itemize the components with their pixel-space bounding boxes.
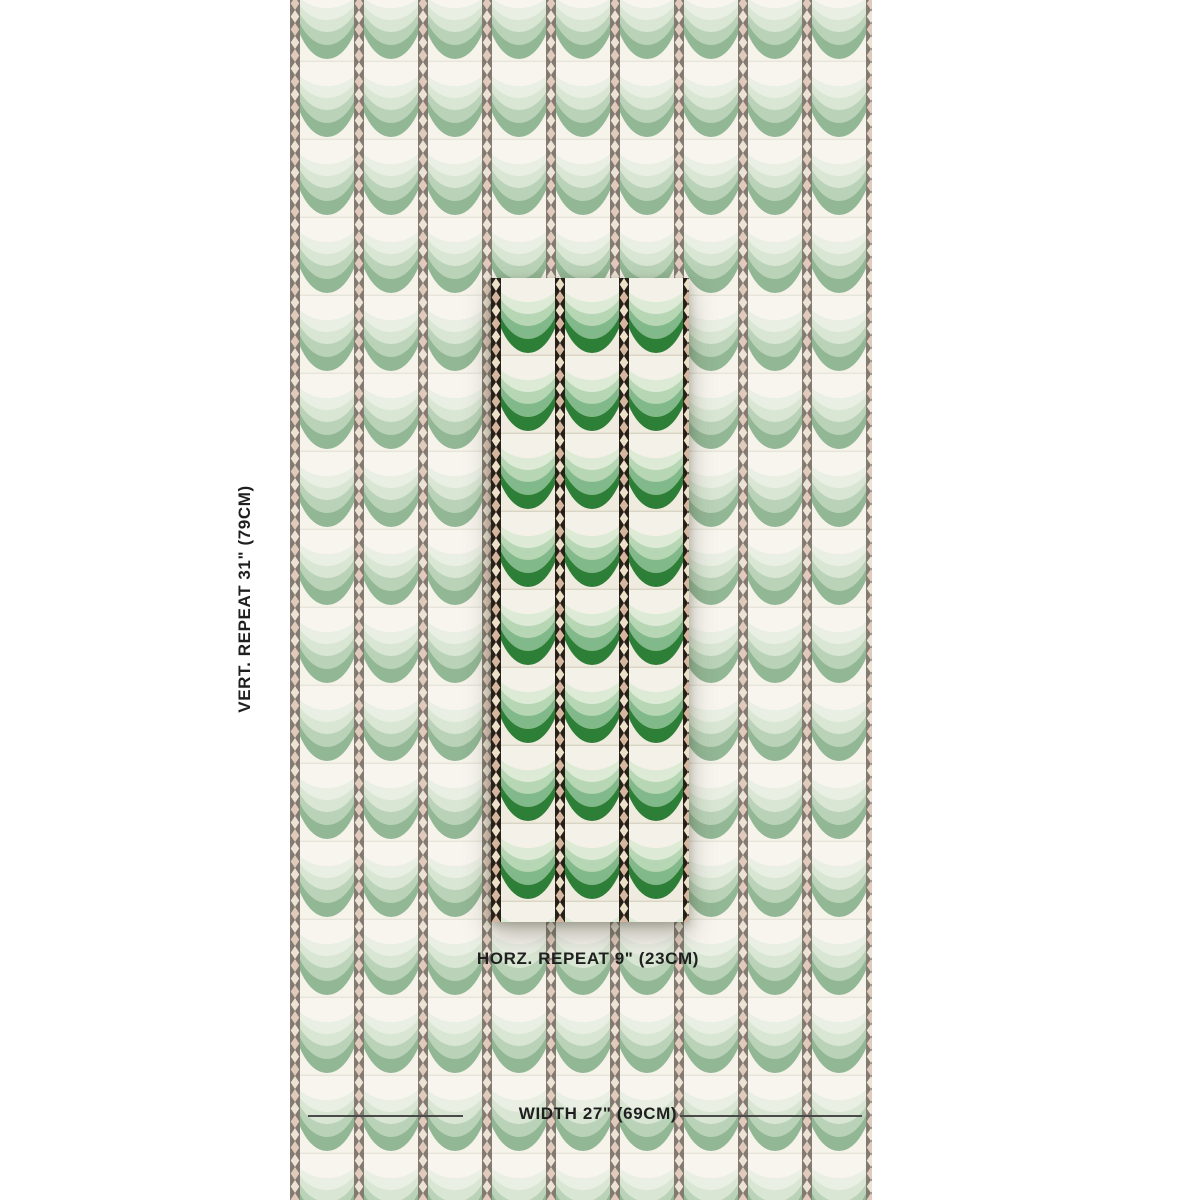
pattern-repeat-swatch-art bbox=[491, 278, 689, 922]
width-measure-line-right bbox=[680, 1115, 862, 1117]
vertical-repeat-label: VERT. REPEAT 31" (79CM) bbox=[235, 485, 254, 713]
width-label: WIDTH 27" (69CM) bbox=[518, 1104, 678, 1123]
pattern-repeat-swatch bbox=[491, 278, 689, 922]
width-measure-line-left bbox=[308, 1115, 463, 1117]
horizontal-repeat-label: HORZ. REPEAT 9" (23CM) bbox=[476, 949, 700, 968]
